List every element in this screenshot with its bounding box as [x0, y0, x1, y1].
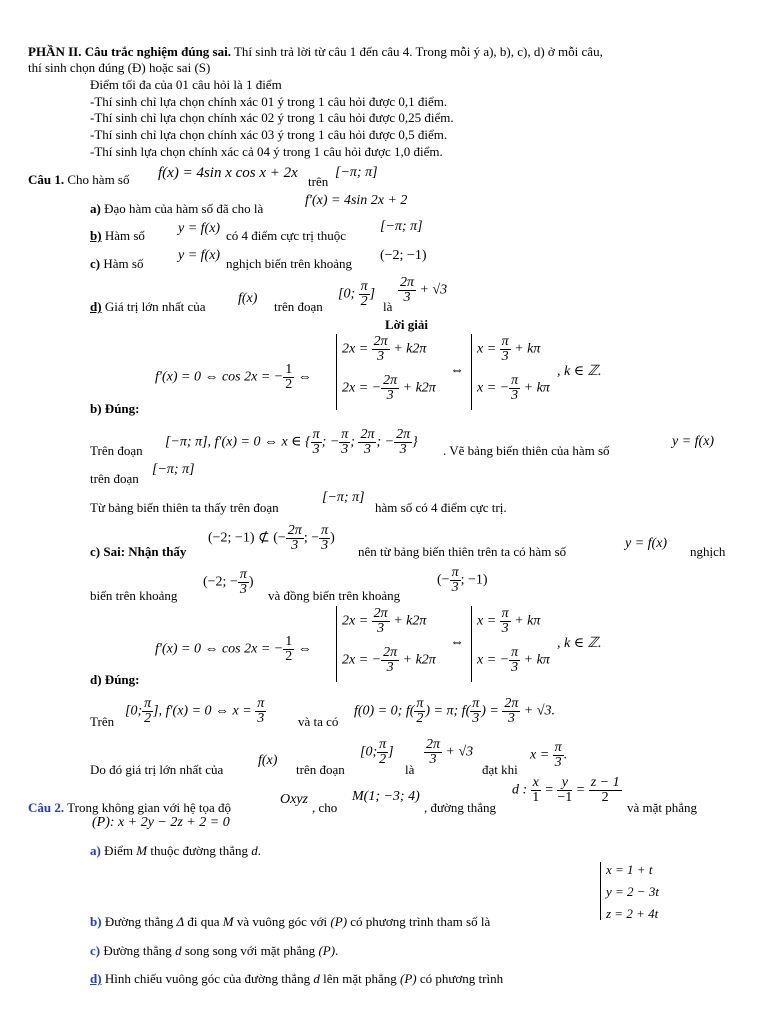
sol-c-interval1: (−2; − $\frac{\pi}{3}$ ) — [203, 567, 254, 597]
q1-c-interval: (−2; −1) — [380, 248, 427, 263]
q2-b-m: M — [222, 914, 234, 929]
q1-b-text1: Hàm số — [104, 228, 145, 243]
sol-b-text4: Từ bảng biến thiên ta thấy trên đoạn — [90, 500, 279, 515]
sol-eq2-line4: x = − $\frac{\pi}{3}$ + kπ — [477, 645, 550, 675]
q1-stem-text: Cho hàm số — [67, 172, 130, 187]
q1-d-text1: Giá trị lớn nhất của — [104, 299, 206, 314]
rule-4: -Thí sinh chỉ lựa chọn chính xác 03 ý trong 1 câu hỏi được 0,5 điểm. — [90, 127, 448, 142]
rule-5: -Thí sinh lựa chọn chính xác cả 04 ý trong 1 câu hỏi được 1,0 điểm. — [90, 144, 443, 159]
q2-b-text3: và vuông góc với — [236, 914, 328, 929]
q2-stem3: , đường thẳng — [424, 800, 497, 815]
q2-c-text2: song song với mặt phẳng — [184, 943, 316, 958]
q2-line-eq: d : $\frac{x}{1}$ = $\frac{y}{-1}$ = $\frac{z - 1}{2}$ — [512, 775, 620, 805]
q1-a-label: a) — [90, 201, 101, 216]
sol-b-interval2: [−π; π] — [322, 490, 365, 505]
q2-c: c) Đường thẳng d song song với mặt phẳng (P). — [90, 943, 339, 958]
q2-c-d: d — [175, 943, 182, 958]
q1-c-text1: Hàm số — [103, 256, 144, 271]
q2-c-text: Đường thẳng — [103, 943, 172, 958]
sol-eq1-k: , k ∈ ℤ. — [557, 364, 602, 379]
q2-label: Câu 2. — [28, 800, 65, 815]
q1-stem — [28, 172, 130, 187]
rule-1: Điểm tối đa của 01 câu hỏi là 1 điểm — [90, 77, 282, 92]
q1-on: trên — [308, 174, 329, 189]
q2-stem4: và mặt phẳng — [627, 800, 698, 815]
q1-b-expr: y = f(x) — [178, 221, 221, 236]
q1-c-text2: nghịch biến trên khoảng — [226, 256, 352, 271]
sol-eq1-line2: 2x = − $\frac{2\pi}{3}$ + k2π — [342, 373, 436, 403]
sol-eq2-k: , k ∈ ℤ. — [557, 636, 602, 651]
sol-d-label: d) Đúng: — [90, 672, 140, 687]
q1-c-label: c) — [90, 256, 101, 271]
section-header — [28, 44, 603, 59]
q2-b-text4: có phương trình tham số là — [350, 914, 491, 929]
sol-b-text3: trên đoạn — [90, 471, 139, 486]
q1-d-value: $\frac{2\pi}{3}$ + √3 — [400, 275, 448, 305]
q1-b-label: b) — [90, 228, 102, 243]
rule-3: -Thí sinh chỉ lựa chọn chính xác 02 ý trong 1 câu hỏi được 0,25 điểm. — [90, 110, 454, 125]
sol-eq1-brace2 — [471, 334, 472, 410]
q1-d-text3: là — [383, 299, 393, 314]
sol-c-func: y = f(x) — [625, 536, 668, 551]
sol-eq2-iff: ⇔ — [450, 635, 464, 650]
sol-eq1-line1: 2x = $\frac{2\pi}{3}$ + k2π — [342, 334, 427, 364]
sol-eq1-iff: ⇔ — [450, 363, 464, 378]
sol-b-text1: Trên đoạn — [90, 443, 143, 458]
sol-d-text1: Trên — [90, 714, 115, 729]
q1-c-expr: y = f(x) — [178, 248, 221, 263]
q1-a-text: Đạo hàm của hàm số đã cho là — [104, 201, 264, 216]
q2-a-text2: thuộc đường thẳng — [150, 843, 249, 858]
sol-d-text2: và ta có — [298, 714, 339, 729]
section-title: PHẦN II. Câu trắc nghiệm đúng sai. — [28, 44, 231, 59]
sol-b-func: y = f(x) — [672, 434, 715, 449]
q2-b-sys-2: y = 2 − 3t — [606, 884, 659, 899]
q1-a-expr: f′(x) = 4sin 2x + 2 — [305, 193, 408, 208]
sol-b-interval: [−π; π] — [152, 462, 195, 477]
section-intro-2: thí sinh chọn đúng (Đ) hoặc sai (S) — [28, 60, 211, 75]
sol-c-text1: nên từ bảng biến thiên trên ta có hàm số — [358, 544, 567, 559]
sol-eq1-line4: x = − $\frac{\pi}{3}$ + kπ — [477, 373, 550, 403]
q1-a — [90, 201, 263, 216]
sol-b-text2: . Vẽ bảng biến thiên của hàm số — [443, 443, 610, 458]
sol-c-text2: nghịch — [690, 544, 726, 559]
q1-d-interval: [0; $\frac{\pi}{2}$ ] — [338, 279, 376, 309]
sol-eq2-line3: x = $\frac{\pi}{3}$ + kπ — [477, 606, 541, 636]
q2-stem1: Trong không gian với hệ tọa độ — [67, 800, 231, 815]
sol-d-text3: Do đó giá trị lớn nhất của — [90, 762, 224, 777]
q1-b-interval: [−π; π] — [380, 219, 423, 234]
q1-d-text2: trên đoạn — [274, 299, 323, 314]
q2-b-sys-brace — [600, 862, 601, 920]
q2-a-text: Điểm — [104, 843, 133, 858]
sol-c-label: c) Sai: Nhận thấy — [90, 544, 187, 559]
sol-d-x: x = $\frac{\pi}{3}$ . — [530, 740, 568, 770]
q2-a-d: d — [251, 843, 258, 858]
q2-d-text: Hình chiếu vuông góc của đường thẳng — [104, 971, 311, 986]
sol-eq2-brace2 — [471, 606, 472, 682]
sol-d-eq2: f(0) = 0; f( $\frac{\pi}{2}$ ) = π; f( $\frac{\pi}{3}$ ) = $\frac{2\pi}{3}$ + √3. — [354, 696, 556, 726]
rule-2: -Thí sinh chỉ lựa chọn chính xác 01 ý trong 1 câu hỏi được 0,1 điểm. — [90, 94, 448, 109]
q2-c-p: (P) — [318, 943, 336, 958]
q1-d — [90, 299, 206, 314]
sol-d-text6: đạt khi — [482, 762, 518, 777]
q2-b-p: (P) — [330, 914, 348, 929]
q2-b-sys-3: z = 2 + 4t — [606, 906, 659, 921]
q2-stem2: , cho — [312, 800, 338, 815]
q1-d-label: d) — [90, 299, 102, 314]
section-intro: Thí sinh trả lời từ câu 1 đến câu 4. Trong mỗi ý a), b), c), d) ở mỗi câu, — [230, 44, 603, 59]
q2-d — [90, 971, 503, 986]
q2-c-label: c) — [90, 943, 101, 958]
q2-b-label: b) — [90, 914, 102, 929]
sol-d-value: $\frac{2\pi}{3}$ + √3 — [426, 737, 474, 767]
q2-b-delta: Δ — [176, 914, 185, 929]
sol-eq2-line2: 2x = − $\frac{2\pi}{3}$ + k2π — [342, 645, 436, 675]
sol-eq2-line1: 2x = $\frac{2\pi}{3}$ + k2π — [342, 606, 427, 636]
q2-a-m: M — [136, 843, 148, 858]
q2-a: a) Điểm M thuộc đường thẳng d. — [90, 843, 262, 858]
sol-eq2-brace — [336, 606, 337, 682]
sol-c — [90, 544, 186, 559]
sol-c-text3: biến trên khoảng — [90, 588, 178, 603]
sol-b-label: b) Đúng: — [90, 401, 140, 416]
q2-plane: (P): x + 2y − 2z + 2 = 0 — [92, 815, 230, 830]
sol-eq1-brace — [336, 334, 337, 410]
sol-b-eq: [−π; π], f′(x) = 0 ⇔ x ∈ { $\frac{\pi}{3}$ ; − $\frac{\pi}{3}$ ; $\frac{2\pi}{3}$ ; − $\frac{2\pi}{3}$ } — [165, 427, 418, 457]
sol-eq2-left: f′(x) = 0 ⇔ cos 2x = − $\frac{1}{2}$ ⇔ — [155, 634, 312, 664]
q2-d-text2: lên mặt phẳng — [323, 971, 397, 986]
q1-d-expr: f(x) — [238, 291, 258, 306]
sol-c-interval2: (− $\frac{\pi}{3}$ ; −1) — [437, 565, 488, 595]
sol-b-text5: hàm số có 4 điểm cực trị. — [375, 500, 507, 515]
q2-b-text2: đi qua — [187, 914, 220, 929]
q1-interval: [−π; π] — [335, 165, 378, 180]
q1-c — [90, 256, 143, 271]
q2-b — [90, 914, 490, 929]
q2-b-sys-1: x = 1 + t — [606, 862, 653, 877]
sol-eq1-line3: x = $\frac{\pi}{3}$ + kπ — [477, 334, 541, 364]
sol-c-eq: (−2; −1) ⊄ (− $\frac{2\pi}{3}$ ; − $\frac{\pi}{3}$ ) — [208, 523, 335, 553]
sol-d-text4: trên đoạn — [296, 762, 345, 777]
solution-title: Lời giải — [385, 317, 428, 332]
q1-b-text2: có 4 điểm cực trị thuộc — [226, 228, 347, 243]
sol-eq1-left: f′(x) = 0 ⇔ cos 2x = − $\frac{1}{2}$ ⇔ — [155, 362, 312, 392]
q2-a-label: a) — [90, 843, 101, 858]
q2-d-p: (P) — [399, 971, 417, 986]
sol-d-func: f(x) — [258, 753, 278, 768]
q2-point: M(1; −3; 4) — [352, 789, 420, 804]
sol-d-interval: [0; $\frac{\pi}{2}$ ] — [360, 737, 394, 767]
sol-d-eq1: [0; $\frac{\pi}{2}$ ], f′(x) = 0 ⇔ x = $\frac{\pi}{3}$ — [125, 696, 265, 726]
q2-d-d: d — [313, 971, 320, 986]
q2-d-label: d) — [90, 971, 102, 986]
q1-b — [90, 228, 145, 243]
q2-stem — [28, 800, 231, 815]
q2-b-text: Đường thẳng — [104, 914, 174, 929]
q1-label: Câu 1. — [28, 172, 65, 187]
q1-function: f(x) = 4sin x cos x + 2x — [158, 165, 298, 181]
sol-c-text4: và đồng biến trên khoảng — [268, 588, 401, 603]
q2-d-text3: có phương trình — [419, 971, 504, 986]
sol-d-text5: là — [405, 762, 415, 777]
q2-oxyz: Oxyz — [280, 792, 308, 807]
